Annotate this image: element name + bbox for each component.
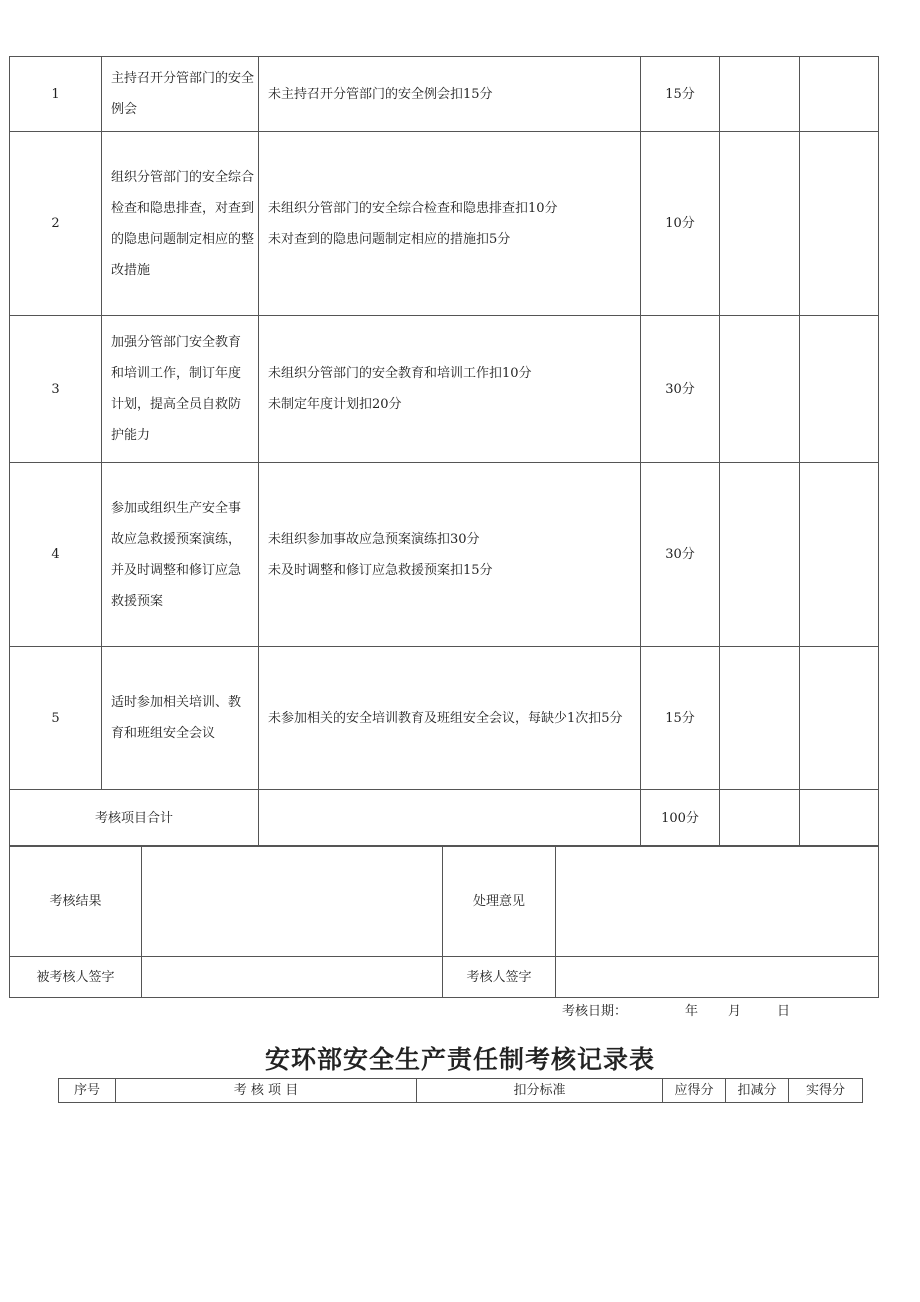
assessment-item <box>102 132 259 316</box>
header-actual-score: 实得分 <box>789 1079 863 1103</box>
score: 15分 <box>641 647 720 790</box>
item-line: 计划，提高全员自救防 <box>111 397 242 412</box>
opinion-label: 处理意见 <box>443 846 556 957</box>
date-label: 考核日期： <box>562 1004 628 1019</box>
assessment-item <box>102 647 259 790</box>
header-standard: 扣分标准 <box>417 1079 663 1103</box>
row-number: 5 <box>10 647 102 790</box>
deduction-cell <box>720 647 800 790</box>
item-line: 并及时调整和修订应急 <box>111 562 242 578</box>
assessor-sign-cell <box>556 957 879 998</box>
date-year: 年 <box>685 1004 699 1019</box>
assessment-date-line <box>562 1000 790 1019</box>
table-row <box>10 463 879 647</box>
header-due-score: 应得分 <box>663 1079 726 1103</box>
standard-line: 未组织分管部门的安全综合检查和隐患排查扣10分 <box>268 200 558 216</box>
item-line: 主持召开分管部门的安全 <box>111 71 255 86</box>
second-form-header <box>58 1078 863 1103</box>
deduction-standard <box>259 132 641 316</box>
item-line: 检查和隐患排查，对查到 <box>111 200 255 216</box>
item-line: 改措施 <box>111 262 151 278</box>
row-number: 4 <box>10 463 102 647</box>
item-line: 例会 <box>111 102 138 117</box>
assessment-table <box>9 56 879 847</box>
item-line: 的隐患问题制定相应的整 <box>111 231 255 247</box>
standard-line: 未主持召开分管部门的安全例会扣15分 <box>268 86 493 102</box>
standard-line: 未参加相关的安全培训教育及班组安全会议，每缺少1次扣5分 <box>268 710 623 726</box>
assessee-sign-cell <box>142 957 443 998</box>
actual-score-cell <box>800 647 879 790</box>
deduction-cell <box>720 463 800 647</box>
standard-line: 未组织参加事故应急预案演练扣30分 <box>268 531 480 547</box>
deduction-cell <box>720 57 800 132</box>
assessment-item <box>102 316 259 463</box>
score: 15分 <box>641 57 720 132</box>
item-line: 故应急救援预案演练， <box>111 531 242 547</box>
header-item: 考 核 项 目 <box>116 1079 417 1103</box>
item-line: 和培训工作，制订年度 <box>111 366 242 381</box>
assessor-sign-label: 考核人签字 <box>443 957 556 998</box>
total-row <box>10 790 879 847</box>
date-day: 日 <box>777 1004 791 1019</box>
deduction-standard <box>259 316 641 463</box>
standard-line: 未制定年度计划扣20分 <box>268 397 402 412</box>
row-number: 1 <box>10 57 102 132</box>
score: 30分 <box>641 316 720 463</box>
actual-score-cell <box>800 463 879 647</box>
item-line: 参加或组织生产安全事 <box>111 500 242 516</box>
total-deduction-cell <box>720 790 800 847</box>
result-label: 考核结果 <box>10 846 142 957</box>
assessee-sign-label: 被考核人签字 <box>10 957 142 998</box>
deduction-cell <box>720 316 800 463</box>
item-line: 救援预案 <box>111 593 164 609</box>
assessment-item <box>102 463 259 647</box>
opinion-cell <box>556 846 879 957</box>
standard-line: 未组织分管部门的安全教育和培训工作扣10分 <box>268 366 532 381</box>
table-row <box>10 647 879 790</box>
standard-line: 未对查到的隐患问题制定相应的措施扣5分 <box>268 231 511 247</box>
score: 10分 <box>641 132 720 316</box>
second-form-title: 安环部安全生产责任制考核记录表 <box>264 1045 655 1074</box>
actual-score-cell <box>800 57 879 132</box>
total-label: 考核项目合计 <box>10 790 259 847</box>
item-line: 适时参加相关培训、教 <box>111 695 242 710</box>
total-standard-cell <box>259 790 641 847</box>
row-number: 2 <box>10 132 102 316</box>
standard-line: 未及时调整和修订应急救援预案扣15分 <box>268 562 493 578</box>
result-table <box>9 845 879 998</box>
total-score: 100分 <box>641 790 720 847</box>
deduction-standard <box>259 647 641 790</box>
table-row <box>10 132 879 316</box>
deduction-standard <box>259 463 641 647</box>
score: 30分 <box>641 463 720 647</box>
deduction-cell <box>720 132 800 316</box>
item-line: 组织分管部门的安全综合 <box>111 169 255 185</box>
row-number: 3 <box>10 316 102 463</box>
actual-score-cell <box>800 132 879 316</box>
result-cell <box>142 846 443 957</box>
header-deduction: 扣减分 <box>726 1079 789 1103</box>
item-line: 育和班组安全会议 <box>111 726 216 741</box>
assessment-item <box>102 57 259 132</box>
date-month: 月 <box>728 1004 742 1019</box>
item-line: 护能力 <box>111 428 151 443</box>
deduction-standard <box>259 57 641 132</box>
header-seq: 序号 <box>59 1079 116 1103</box>
table-row <box>10 57 879 132</box>
total-actual-cell <box>800 790 879 847</box>
item-line: 加强分管部门安全教育 <box>111 335 242 350</box>
actual-score-cell <box>800 316 879 463</box>
table-row <box>10 316 879 463</box>
